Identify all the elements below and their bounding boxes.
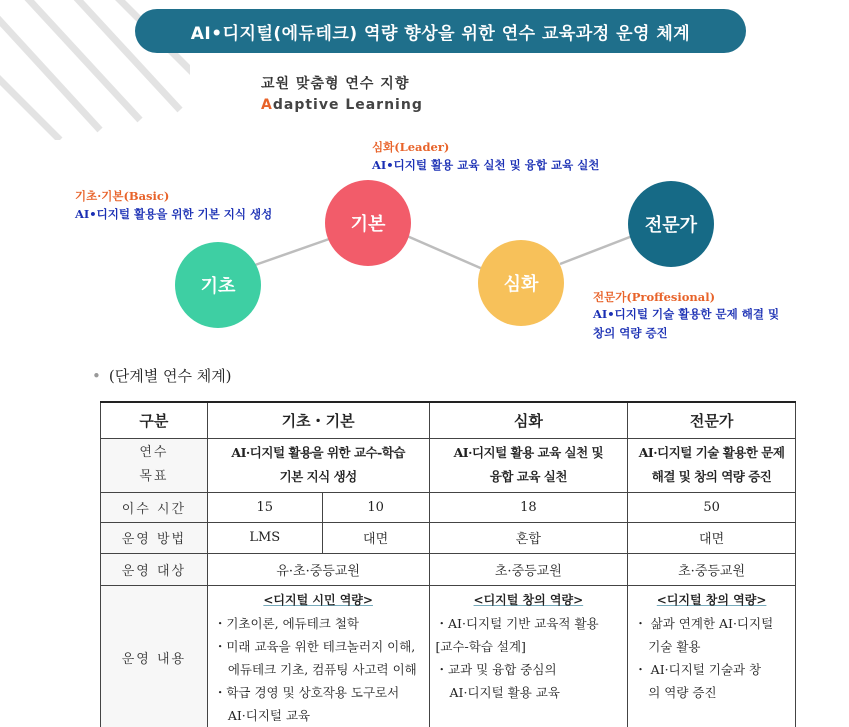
content-deep [429,585,628,727]
hours-basic-a: 15 [207,492,322,522]
stage-expert-circle: 전문가 [628,181,714,267]
content-expert-item-2: 기술 활용 [648,638,701,654]
content-expert-item-3: ・ AI·디지털 기술과 창 [634,661,762,677]
note-basic-text: AI•디지털 활용을 위한 기본 지식 생성 [75,207,273,221]
header-basic: 기초・기본 [207,402,429,438]
table-row-content [101,585,796,727]
content-deep-item-1: ・AI·디지털 기반 교육적 활용 [435,615,599,631]
content-deep-item-4: AI·디지털 활용 교육 [449,684,560,700]
table-row-hours [101,492,796,522]
content-basic-title: <디지털 시민 역량> [263,592,373,607]
stage-basic-circle: 기초 [175,242,261,328]
banner-title: AI•디지털(에듀테크) 역량 향상을 위한 연수 교육과정 운영 체계 [135,9,746,53]
target-basic: 유·초·중등교원 [207,553,429,585]
goal-deep-1: AI·디지털 활용 교육 실천 및 [453,445,604,460]
goal-expert [628,438,796,492]
content-basic-item-4: ・학급 경영 및 상호작용 도구로서 [213,684,400,700]
goal-expert-2: 해결 및 창의 역량 증진 [651,469,772,484]
target-label: 운영 대상 [101,553,208,585]
content-deep-title: <디지털 창의 역량> [473,592,584,607]
content-expert-title: <디지털 창의 역량> [656,592,767,607]
goal-deep-2: 융합 교육 실천 [489,469,567,484]
method-basic-a: LMS [207,522,322,553]
note-expert-title: 전문가(Proffesional) [593,290,716,304]
content-deep-item-2: [교수-학습 설계] [435,638,526,654]
header-expert: 전문가 [628,402,796,438]
content-basic-item-3: 에듀테크 기초, 컴퓨팅 사고력 이해 [227,661,417,677]
header-deep: 심화 [429,402,628,438]
goal-expert-1: AI·디지털 기술 활용한 문제 [638,445,785,460]
target-expert: 초·중등교원 [628,553,796,585]
section-heading [92,365,232,386]
content-basic-item-5: AI·디지털 교육 [227,707,311,723]
tagline-rest: daptive Learning [272,97,423,113]
section-bullet: • [92,367,101,385]
hours-basic-b: 10 [322,492,429,522]
content-deep-item-3: ・교과 및 융합 중심의 [435,661,557,677]
content-expert-item-1: ・ 삶과 연계한 AI·디지털 [634,615,774,631]
table-header-row [101,402,796,438]
goal-basic-2: 기본 지식 생성 [279,469,357,484]
method-deep: 혼합 [429,522,628,553]
note-basic-title: 기초·기본(Basic) [75,189,170,203]
training-plan-table [100,401,796,727]
header-category: 구분 [101,402,208,438]
note-expert-text-2: 창의 역량 증진 [593,326,668,340]
table-row-target [101,553,796,585]
content-expert-item-4: 의 역량 증진 [648,684,717,700]
tagline-line1: 교원 맞춤형 연수 지향 [261,76,410,92]
table-row-method [101,522,796,553]
hours-deep: 18 [429,492,628,522]
goal-label-1: 연수 [139,445,169,460]
stage-deep-circle: 심화 [478,240,564,326]
goal-basic-1: AI·디지털 활용을 위한 교수-학습 [231,445,405,460]
hours-label: 이수 시간 [101,492,208,522]
target-deep: 초·중등교원 [429,553,628,585]
method-basic-b: 대면 [322,522,429,553]
goal-basic [207,438,429,492]
method-expert: 대면 [628,522,796,553]
stage-base-circle: 기본 [325,180,411,266]
content-basic-item-1: ・기초이론, 에듀테크 철학 [213,615,359,631]
content-label: 운영 내용 [101,585,208,727]
note-expert-text-1: AI•디지털 기술 활용한 문제 해결 및 [593,307,780,321]
content-basic [207,585,429,727]
goal-deep [429,438,628,492]
note-leader-text: AI•디지털 활용 교육 실천 및 융합 교육 실천 [372,158,600,172]
section-title: (단계별 연수 체계) [108,367,232,385]
content-expert [628,585,796,727]
table-row-goal [101,438,796,492]
content-basic-item-2: ・미래 교육을 위한 테크놀러지 이해, [213,638,416,654]
hours-expert: 50 [628,492,796,522]
goal-label [101,438,208,492]
goal-label-2: 목표 [139,469,169,484]
note-leader-title: 심화(Leader) [372,140,450,154]
tagline-accent-letter: A [261,97,273,113]
method-label: 운영 방법 [101,522,208,553]
